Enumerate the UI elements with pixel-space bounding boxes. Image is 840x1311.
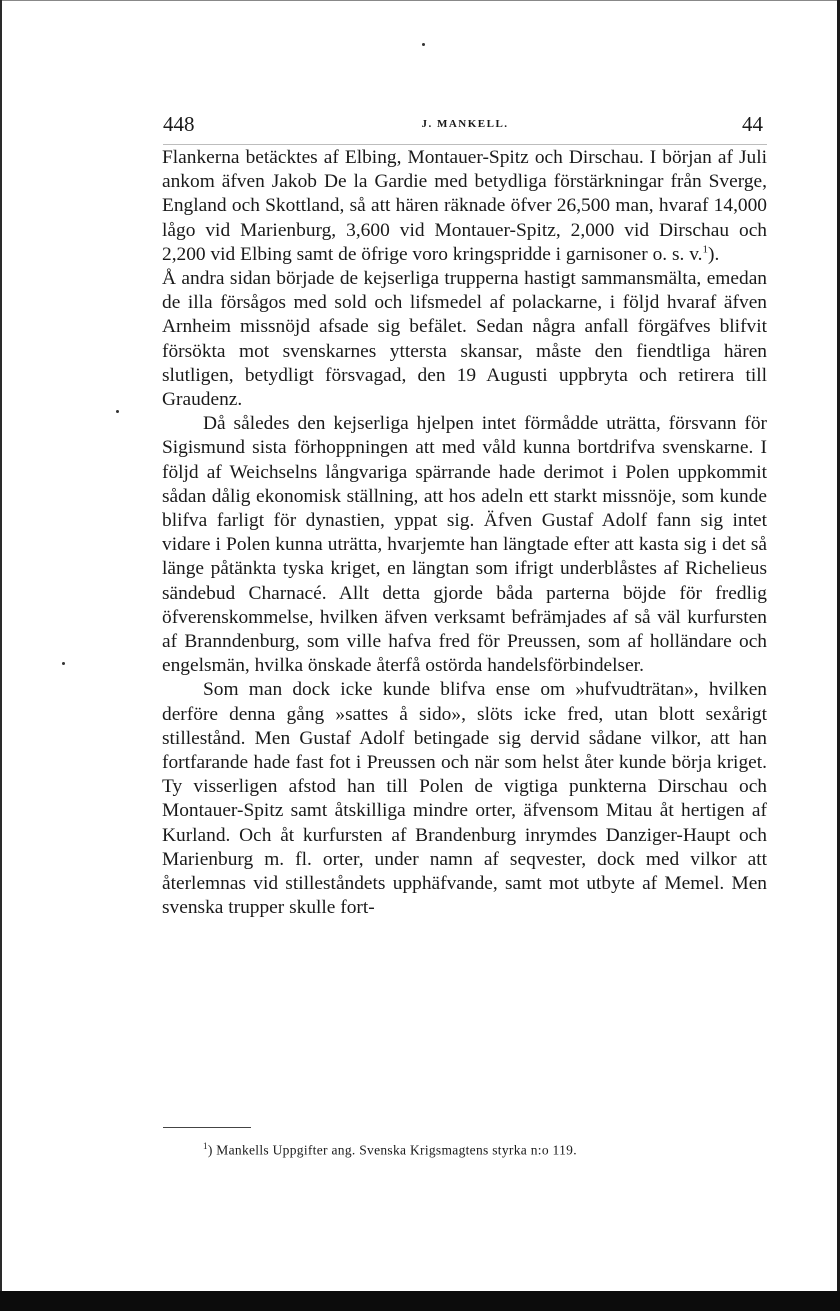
page-header (163, 112, 767, 142)
footnote (203, 1141, 577, 1159)
signature-mark: 44 (742, 112, 763, 136)
scan-speck (422, 43, 425, 46)
paragraph-text: Flankerna betäcktes af Elbing, Montauer-Spitz och Dirschau. I början af Juli ankom äfven Jakob De la Gardie med betydliga förstärkningar från Sverge, England och Skottland, så att hären räknade öfver 26,500 man, hvaraf 14,000 lågo vid Marienburg, 3,600 vid Montauer-Spitz, 2,000 vid Dirschau och 2,200 vid Elbing samt de öfrige voro kringspridde i garnisoner o. s. v. (162, 147, 767, 265)
paragraph: Då således den kejserliga hjelpen intet förmådde uträtta, försvann för Sigismund sista förhoppningen att med våld kunna bortdrifva svenskarne. I följd af Weichselns långvariga spärrande hade derimot i Polen uppkommit sådan dålig ekonomisk ställning, att hos adeln ett starkt missnöje, som kunde blifva farligt för dynastien, yppat sig. Äfven Gustaf Adolf fann sig intet vidare i Polen kunna uträtta, hvarjemte han längtade efter att kasta sig i det så länge påtänkta tyska kriget, en längtan som ifrigt underblåstes af Richelieus sändebud Charnacé. Allt detta gjorde båda parterna böjde för fredlig öfverenskommelse, hvilken äfven verksamt befrämjades af så väl kurfursten af Branndenburg, som ville hafva fred för Preussen, som af holländare och engelsmän, hvilka önskade återfå ostörda handelsförbindelser. (162, 413, 767, 677)
page-edge-left (0, 0, 2, 1311)
header-rule (163, 144, 767, 145)
scan-speck (116, 410, 119, 413)
paragraph (162, 146, 767, 267)
body-text (162, 146, 767, 921)
paragraph: Å andra sidan började de kejserliga trupperna hastigt sammansmälta, emedan de illa försågos med sold och lifsmedel af polackarne, i följd hvaraf äfven Arnheim missnöjd afsade sig befälet. Sedan några anfall förgäfves blifvit försökta mot svenskarnes yttersta skansar, måste den fiendtliga hären slutligen, betydligt försvagad, den 19 Augusti uppbryta och retirera till Graudenz. (162, 268, 767, 411)
page-number: 448 (163, 112, 195, 136)
footnote-rule (163, 1127, 251, 1128)
paragraph: Som man dock icke kunde blifva ense om »hufvudträtan», hvilken derföre denna gång »sattes å sido», slöts icke fred, utan blott sexårigt stillestånd. Men Gustaf Adolf betingade sig dervid sådane vilkor, att han fortfarande hade fast fot i Preussen och när som helst åter kunde börja kriget. Ty visserligen afstod han till Polen de vigtiga punkterna Dirschau och Montauer-Spitz samt åtskilliga mindre orter, äfvensom Mitau åt hertigen af Kurland. Och åt kurfursten af Brandenburg inrymdes Danziger-Haupt och Marienburg m. fl. orter, under namn af seqvester, dock med vilkor att återlemnas vid stilleståndets upphäfvande, samt mot utbyte af Memel. Men svenska trupper skulle fort- (162, 679, 767, 919)
footnote-reference: 1 (702, 243, 709, 256)
page-edge-top (0, 0, 840, 1)
footnote-text: Mankells Uppgifter ang. Svenska Krigsmagtens styrka n:o 119. (216, 1142, 577, 1158)
running-head: J. MANKELL. (421, 118, 509, 130)
scan-bottom-edge (0, 1291, 840, 1311)
scan-speck (62, 662, 65, 665)
footnote-marker: 1 (203, 1141, 208, 1151)
footnote-reference-close: ). (708, 243, 720, 265)
footnote-marker-close: ) (207, 1142, 213, 1158)
